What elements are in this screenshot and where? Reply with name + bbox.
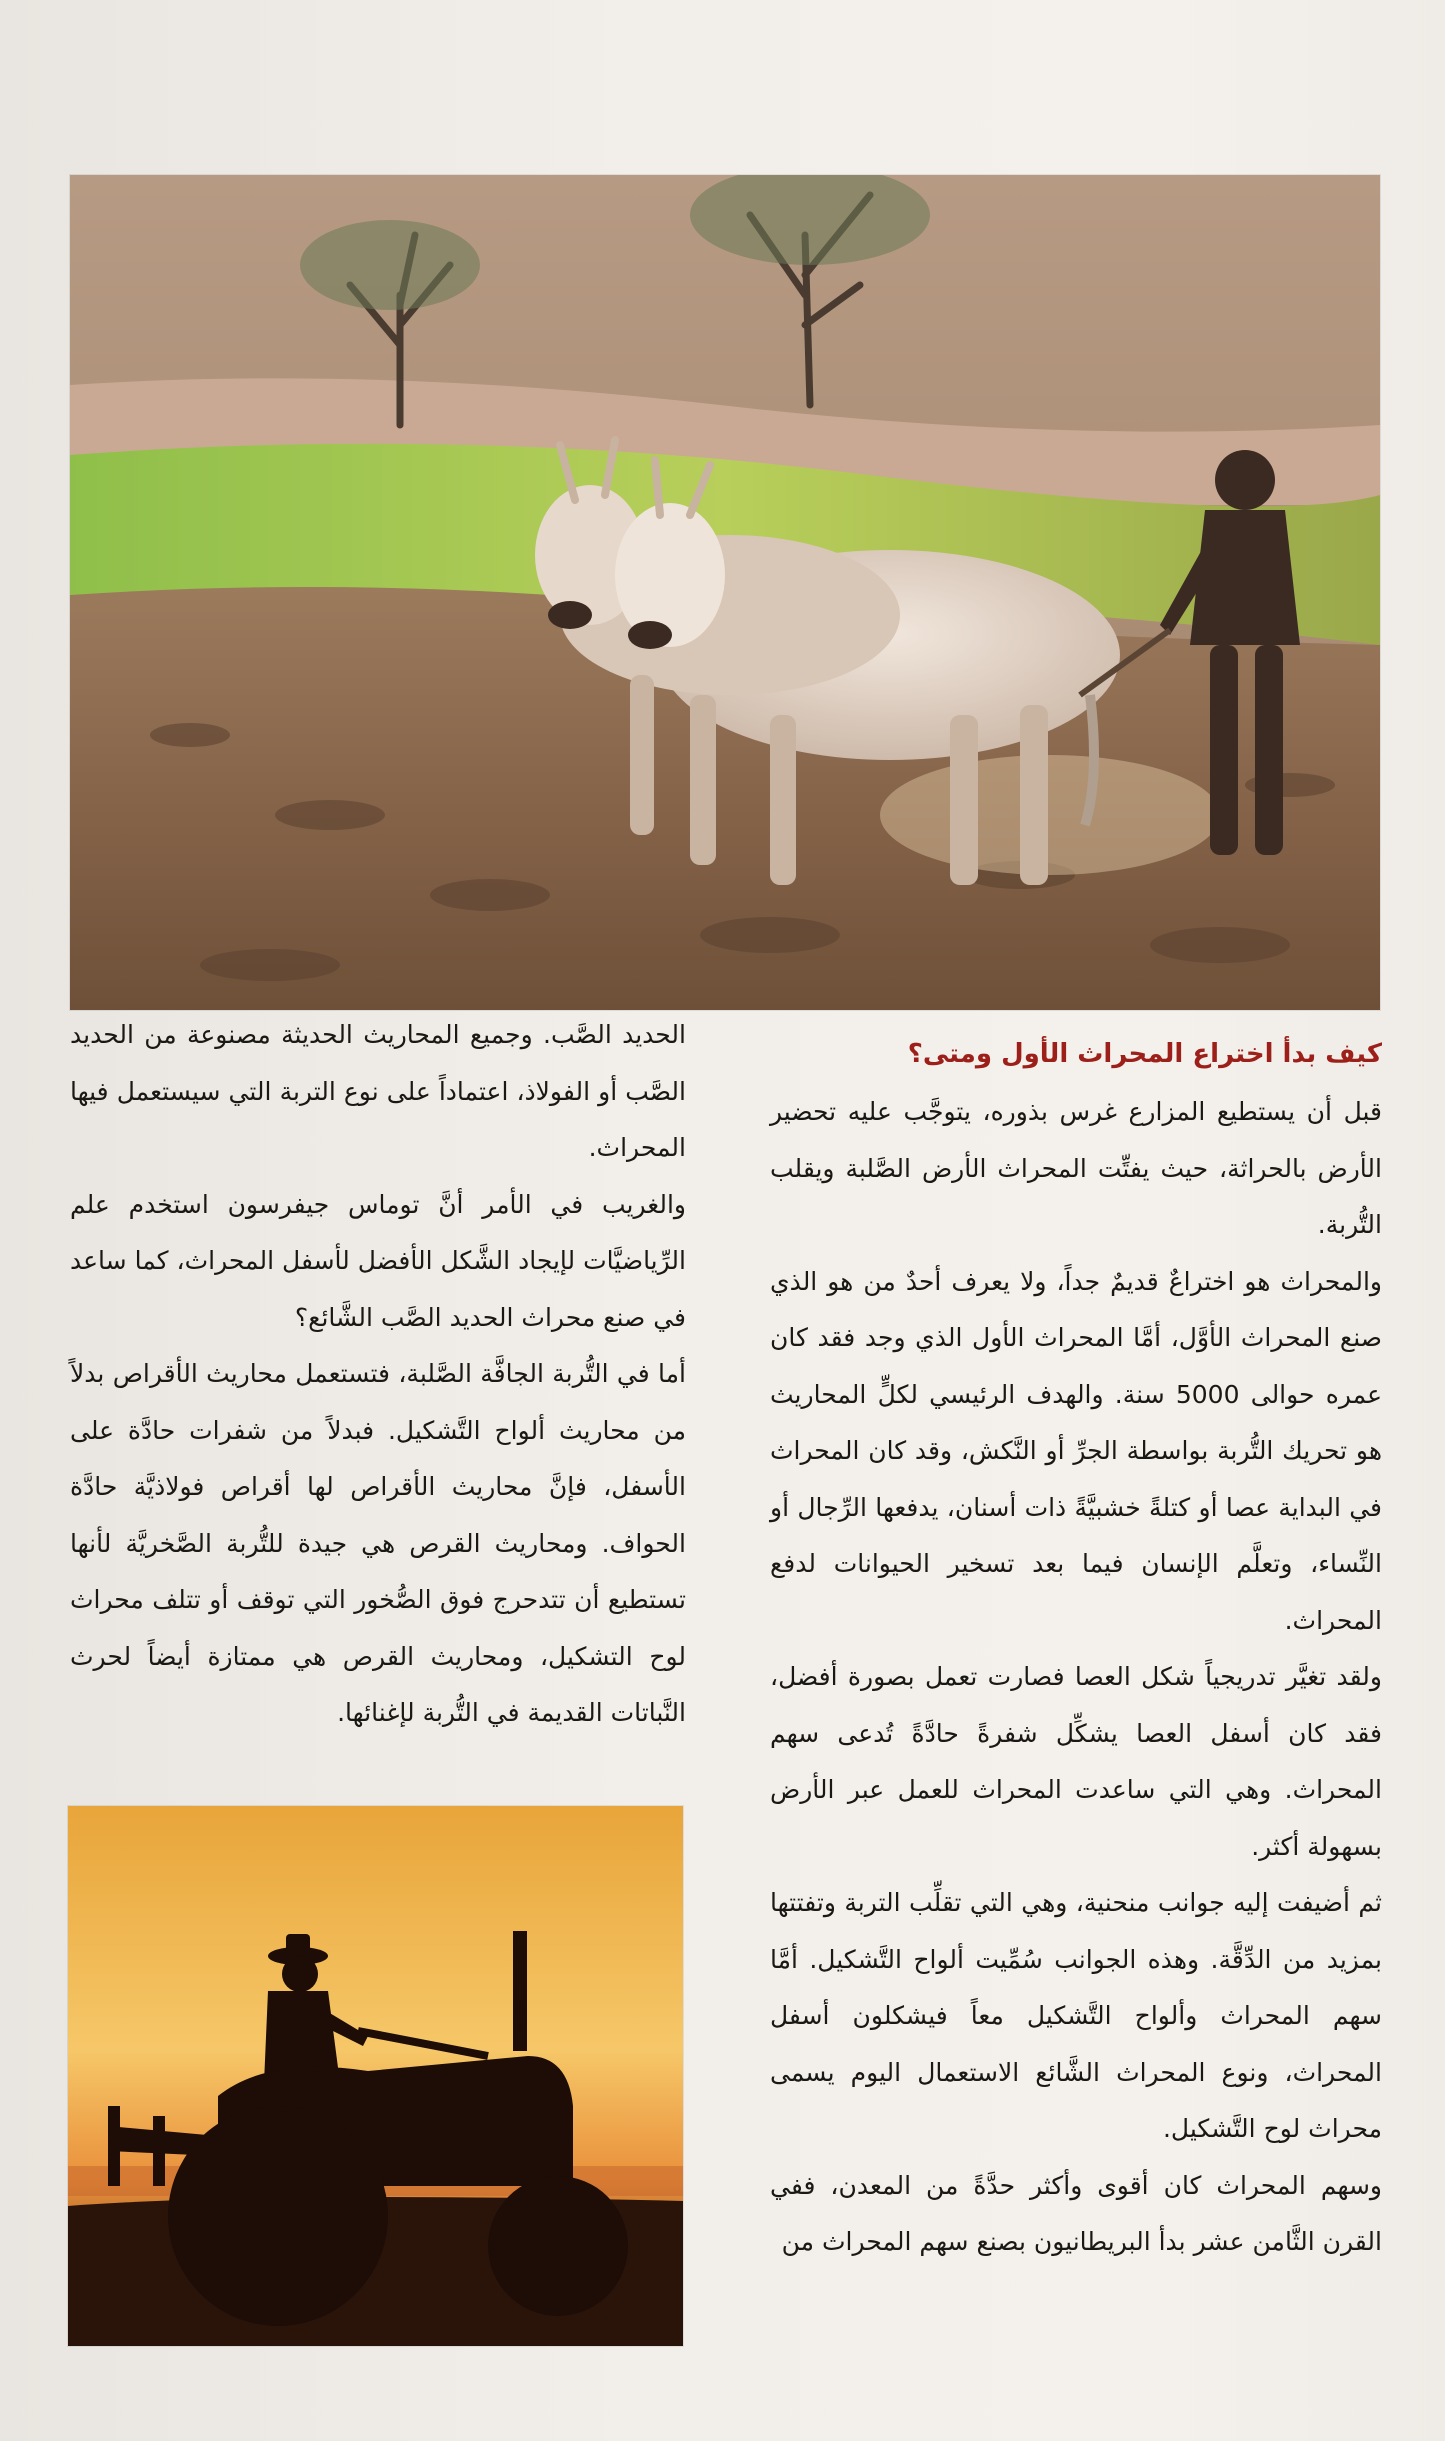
oxen-plowing-illustration xyxy=(70,175,1380,1010)
paragraph: ولقد تغيَّر تدريجياً شكل العصا فصارت تعمل بصورة أفضل، فقد كان أسفل العصا يشكِّل شفرةً حادَّةً تُدعى سهم المحراث. وهي التي ساعدت المحراث للعمل عبر الأرض بسهولة أكثر. xyxy=(770,1662,1382,1861)
article-right-column xyxy=(770,1024,1382,2271)
paragraph: والمحراث هو اختراعٌ قديمٌ جداً، ولا يعرف أحدٌ من هو الذي صنع المحراث الأوَّل، أمَّا المحراث الأول الذي وجد فقد كان عمره حوالى 5000 سنة. والهدف الرئيسي لكلٍّ المحاريث هو تحريك التُّربة بواسطة الجرِّ أو النَّكش، وقد كان المحراث في البداية عصا أو كتلةً خشبيَّةً ذات أسنان، يدفعها الرِّجال أو النِّساء، وتعلَّم الإنسان فيما بعد تسخير الحيوانات لدفع المحراث. xyxy=(770,1266,1382,1635)
paragraph: ثم أضيفت إليه جوانب منحنية، وهي التي تقلِّب التربة وتفتتها بمزيد من الدِّقَّة. وهذه الجوانب سُمِّيت ألواح التَّشكيل. أمَّا سهم المحراث وألواح التَّشكيل معاً فيشكلون أسفل المحراث، ونوع المحراث الشَّائع الاستعمال اليوم يسمى محراث لوح التَّشكيل. xyxy=(770,1888,1382,2143)
article-left-column xyxy=(70,1007,686,1742)
tractor-sunset-photo xyxy=(68,1806,683,2346)
article-heading: كيف بدأ اختراع المحراث الأول ومتى؟ xyxy=(907,1039,1382,1069)
paragraph: أما في التُّربة الجافَّة الصَّلبة، فتستعمل محاريث الأقراص بدلاً من محاريث ألواح التَّشكيل. فبدلاً من شفرات حادَّة على الأسفل، فإنَّ محاريث الأقراص لها أقراص فولاذيَّة حادَّة الحواف. ومحاريث القرص هي جيدة للتُّربة الصَّخريَّة لأنها تستطيع أن تتدحرج فوق الصُّخور التي توقف أو تتلف محراث لوح التشكيل، ومحاريث القرص هي ممتازة أيضاً لحرث النَّباتات القديمة في التُّربة لإغنائها. xyxy=(70,1359,686,1727)
paragraph: قبل أن يستطيع المزارع غرس بذوره، يتوجَّب عليه تحضير الأرض بالحراثة، حيث يفتِّت المحراث الأرض الصَّلبة ويقلب التُّربة. xyxy=(770,1097,1382,1239)
oxen-plowing-photo xyxy=(70,175,1380,1010)
paragraph: وسهم المحراث كان أقوى وأكثر حدَّةً من المعدن، ففي القرن الثَّامن عشر بدأ البريطانيون بصنع سهم المحراث من xyxy=(770,2170,1382,2256)
paragraph: والغريب في الأمر أنَّ توماس جيفرسون استخدم علم الرِّياضيَّات لإيجاد الشَّكل الأفضل لأسفل المحراث، كما ساعد في صنع محراث الحديد الصَّب الشَّائع؟ xyxy=(70,1189,686,1332)
paragraph: الحديد الصَّب. وجميع المحاريث الحديثة مصنوعة من الحديد الصَّب أو الفولاذ، اعتماداً على نوع التربة التي سيستعمل فيها المحراث. xyxy=(70,1020,686,1162)
tractor-silhouette-illustration xyxy=(68,1806,683,2346)
